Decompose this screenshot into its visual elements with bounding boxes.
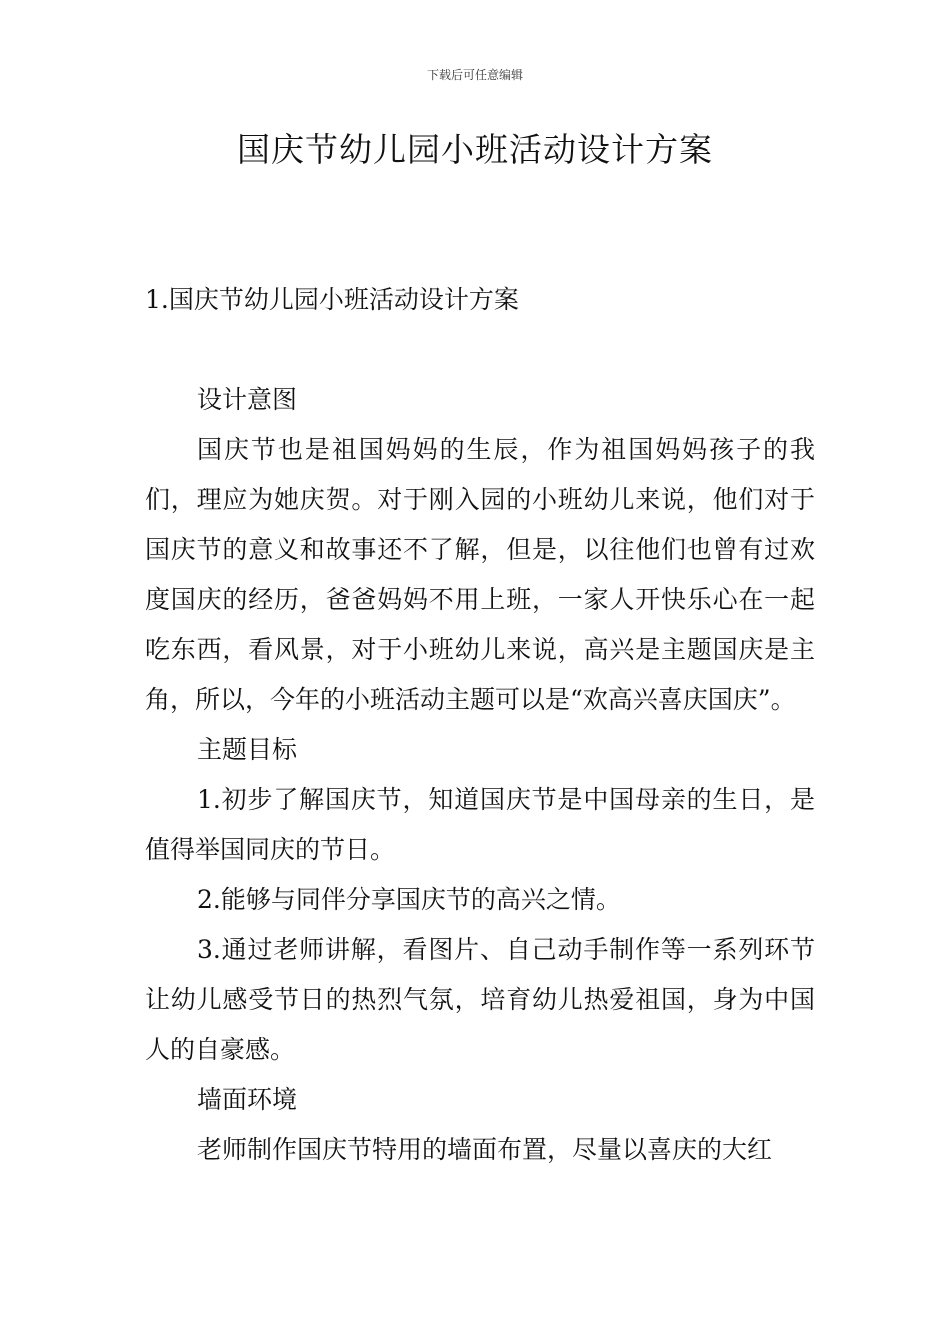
section-title: 1.国庆节幼儿园小班活动设计方案 [145,285,519,314]
paragraph-heading-wall-environment: 墙面环境 [197,1085,298,1114]
paragraph-heading-theme-goals: 主题目标 [197,735,298,764]
header-note: 下载后可任意编辑 [426,68,523,82]
paragraph-goal-1: 1.初步了解国庆节，知道国庆节是中国母亲的生日，是值得举国同庆的节日。 [145,785,815,864]
paragraph-goal-2: 2.能够与同伴分享国庆节的高兴之情。 [197,885,621,914]
paragraph-design-intent: 国庆节也是祖国妈妈的生辰，作为祖国妈妈孩子的我们，理应为她庆贺。对于刚入园的小班幼儿来说，他们对于国庆节的意义和故事还不了解，但是，以往他们也曾有过欢度国庆的经历，爸爸妈妈不用上班，一家人开快乐心在一起吃东西，看风景，对于小班幼儿来说，高兴是主题国庆是主角，所以，今年的小班活动主题可以是“欢高兴喜庆国庆”。 [145,435,815,714]
paragraph-heading-design-intent: 设计意图 [197,385,298,414]
paragraph-wall-environment: 老师制作国庆节特用的墙面布置，尽量以喜庆的大红 [197,1135,773,1164]
document-title: 国庆节幼儿园小班活动设计方案 [237,130,713,169]
document-body [145,275,815,1175]
paragraph-goal-3: 3.通过老师讲解，看图片、自己动手制作等一系列环节让幼儿感受节日的热烈气氛，培育幼儿热爱祖国，身为中国人的自豪感。 [145,935,815,1064]
